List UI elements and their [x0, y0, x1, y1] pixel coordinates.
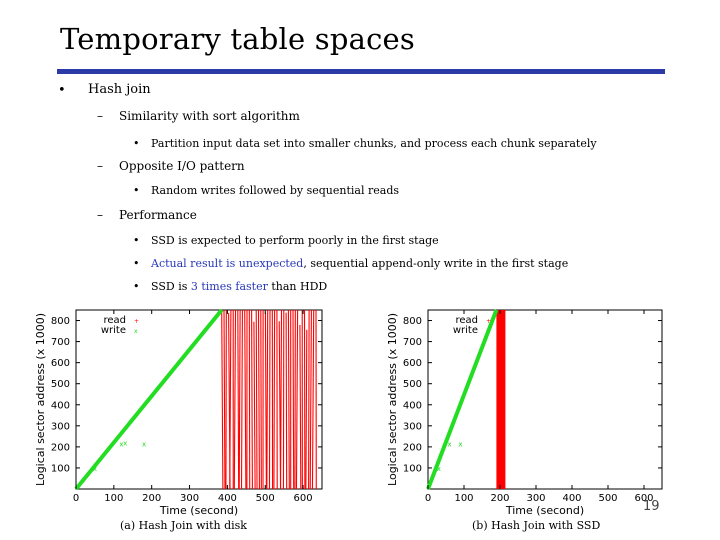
y-tick-label: 100 [402, 463, 422, 475]
bullet-dot: • [58, 83, 66, 98]
bullet-performance: Performance [119, 208, 197, 222]
legend-marker: + [134, 318, 140, 325]
y-tick-label: 600 [50, 358, 70, 370]
x-tick-label: 600 [293, 493, 313, 504]
y-tick-label: 300 [50, 421, 70, 433]
bullet-ssd-expected: SSD is expected to perform poorly in the first stage [151, 234, 439, 247]
bullet-partition: Partition input data set into smaller chunks, and process each chunk separately [151, 137, 597, 150]
y-tick-label: 500 [50, 379, 70, 391]
chart-caption-disk: (a) Hash Join with disk [120, 519, 247, 532]
bullet-opposite-io: Opposite I/O pattern [119, 159, 245, 173]
x-axis-label: Time (second) [505, 504, 585, 517]
highlight-text: 3 times faster [190, 280, 268, 293]
read-mark [261, 310, 262, 489]
bullet-random-writes: Random writes followed by sequential reads [151, 184, 399, 197]
write-point: x [119, 440, 124, 449]
bullet-dot: • [133, 137, 140, 150]
x-tick-label: 400 [562, 493, 582, 504]
bullet-dash: – [97, 159, 103, 173]
bullet-similarity: Similarity with sort algorithm [119, 109, 300, 123]
write-point: x [142, 440, 147, 449]
y-tick-label: 600 [402, 358, 422, 370]
y-tick-label: 100 [50, 463, 70, 475]
x-tick-label: 100 [104, 493, 124, 504]
highlight-text: Actual result is unexpected [151, 257, 304, 270]
x-tick-label: 0 [424, 493, 432, 504]
legend-marker: x [134, 328, 138, 335]
y-tick-label: 300 [402, 421, 422, 433]
bullet-dot: • [133, 234, 140, 247]
legend-label: read [103, 315, 126, 326]
read-mark [252, 310, 253, 489]
x-tick-label: 300 [526, 493, 546, 504]
write-point: x [436, 464, 441, 473]
slide-title: Temporary table spaces [60, 22, 415, 56]
page-number: 19 [643, 499, 660, 514]
y-tick-label: 700 [402, 337, 422, 349]
read-mark [496, 310, 505, 489]
y-tick-label: 700 [50, 337, 70, 349]
chart-hash-join-disk [30, 302, 330, 520]
x-tick-label: 200 [490, 493, 510, 504]
y-tick-label: 400 [50, 400, 70, 412]
bullet-text: SSD is [151, 280, 191, 293]
read-mark [309, 310, 310, 489]
legend-label: read [455, 315, 478, 326]
y-axis-label: Logical sector address (x 1000) [34, 313, 47, 486]
legend-marker: + [486, 318, 492, 325]
bullet-text: than HDD [267, 280, 328, 293]
bullet-dash: – [97, 208, 103, 222]
write-point: x [92, 464, 98, 473]
title-rule [57, 69, 665, 74]
bullet-three-times [151, 280, 327, 293]
write-point: x [458, 440, 463, 449]
bullet-text: , sequential append-only write in the first stage [303, 257, 569, 270]
y-tick-label: 200 [402, 442, 422, 454]
bullet-dot: • [133, 184, 140, 197]
x-tick-label: 100 [454, 493, 474, 504]
bullet-dot: • [133, 280, 140, 293]
y-tick-label: 800 [50, 316, 70, 328]
x-tick-label: 500 [598, 493, 618, 504]
chart-hash-join-ssd [380, 302, 670, 520]
y-tick-label: 200 [50, 442, 70, 454]
read-mark [293, 310, 294, 489]
x-tick-label: 300 [179, 493, 200, 504]
legend-marker: x [486, 328, 490, 335]
y-tick-label: 500 [402, 379, 422, 391]
x-tick-label: 500 [255, 493, 275, 504]
read-mark [274, 310, 275, 489]
x-tick-label: 400 [217, 493, 237, 504]
y-tick-label: 800 [402, 316, 422, 328]
legend-label: write [452, 325, 478, 336]
x-axis-label: Time (second) [159, 504, 239, 517]
x-tick-label: 0 [72, 493, 80, 504]
y-tick-label: 400 [402, 400, 422, 412]
x-tick-label: 200 [142, 493, 162, 504]
x-tick-label: 600 [634, 493, 654, 504]
bullet-hash-join: Hash join [88, 82, 151, 97]
write-point: x [447, 440, 452, 449]
bullet-actual-result [151, 257, 568, 270]
chart-caption-ssd: (b) Hash Join with SSD [472, 519, 601, 532]
read-mark [269, 310, 270, 489]
bullet-dash: – [97, 109, 103, 123]
write-point: x [123, 439, 128, 448]
bullet-dot: • [133, 257, 140, 270]
read-mark [286, 313, 287, 489]
legend-label: write [100, 325, 126, 336]
y-axis-label: Logical sector address (x 1000) [386, 313, 399, 486]
